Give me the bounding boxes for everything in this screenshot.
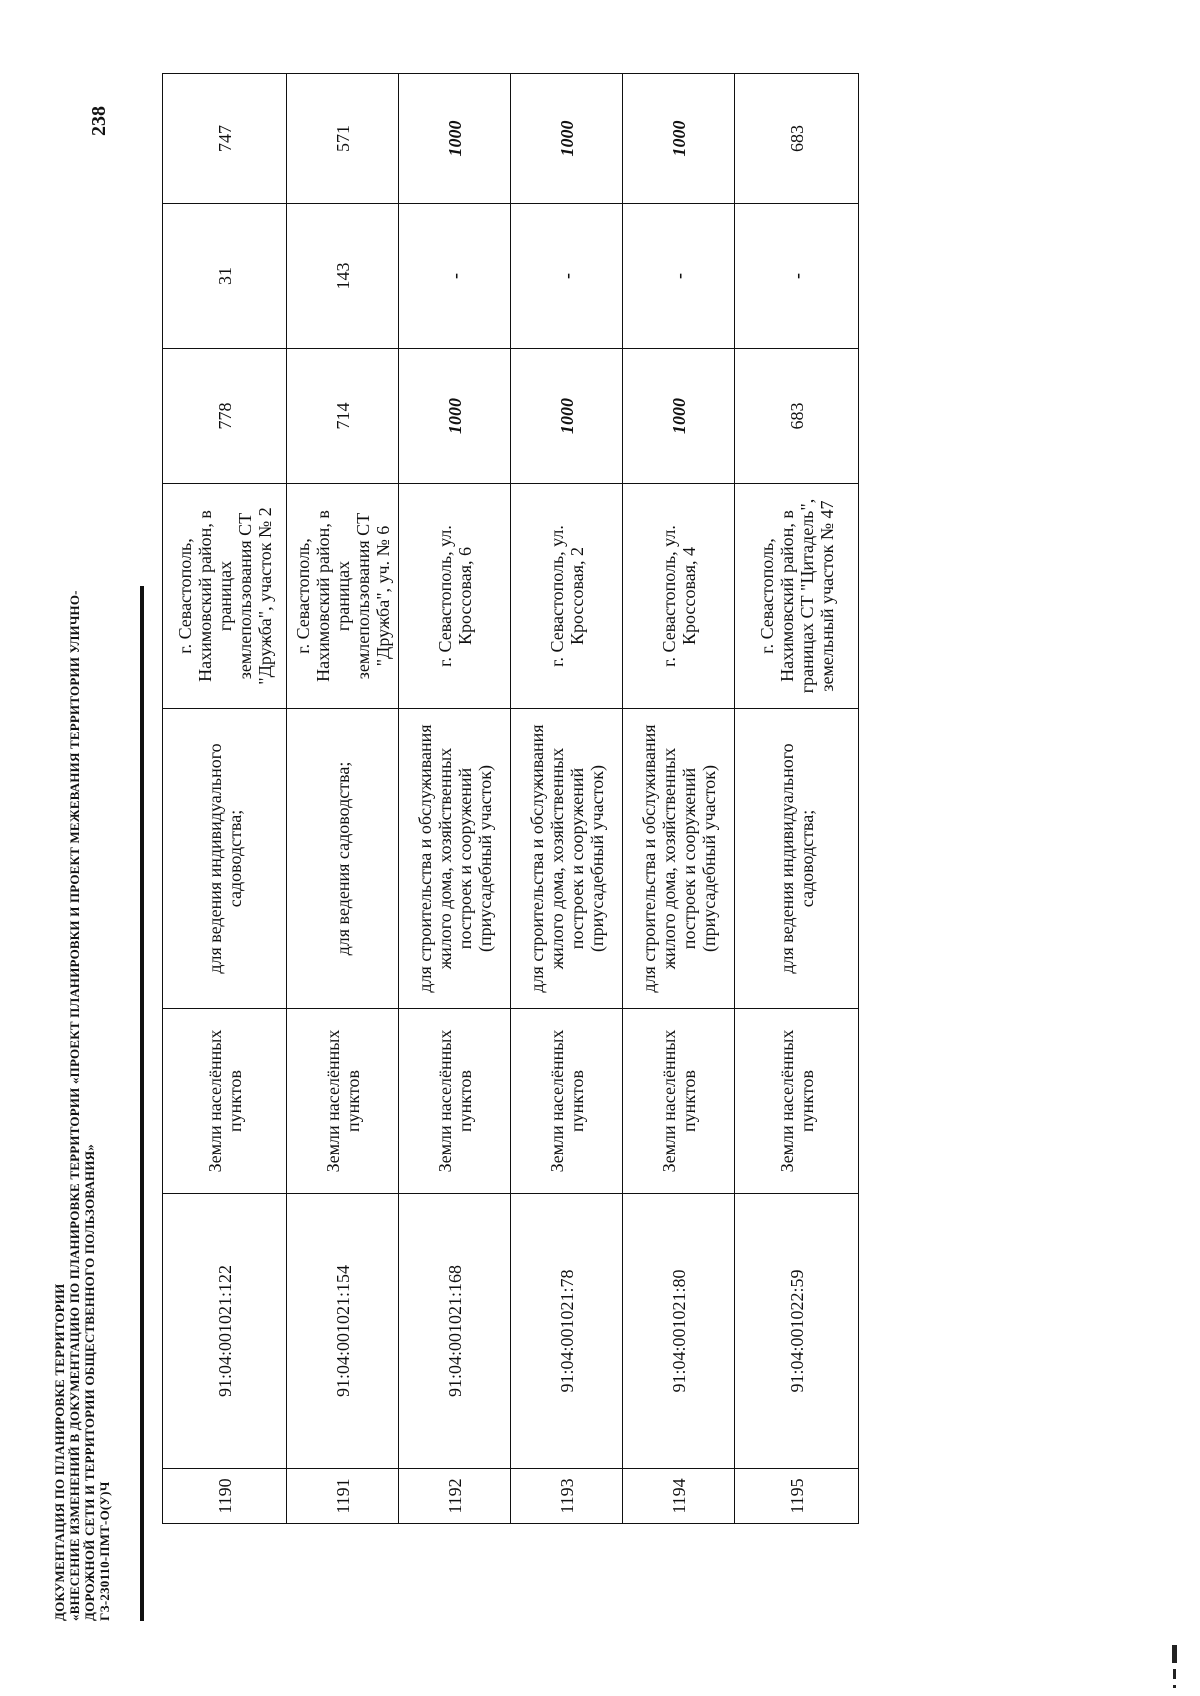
table-row: [163, 74, 287, 1524]
area-difference: -: [623, 204, 735, 349]
land-category: Земли населённых пунктов: [735, 1009, 859, 1194]
cadastral-number: 91:04:001021:78: [511, 1194, 623, 1469]
area: 683: [735, 349, 859, 484]
cadastral-number: 91:04:001021:168: [399, 1194, 511, 1469]
header-line: ДОРОЖНОЙ СЕТИ И ТЕРРИТОРИИ ОБЩЕСТВЕННОГО ПОЛЬЗОВАНИЯ»: [82, 1144, 97, 1621]
document-header: [52, 271, 112, 1621]
area-difference: 143: [287, 204, 399, 349]
header-line: ГЗ-230110-ПМТ-О(У)Ч: [97, 1481, 112, 1621]
table-row: [511, 74, 623, 1524]
row-number: 1191: [287, 1469, 399, 1524]
total-area: 747: [163, 74, 287, 204]
total-area: 1000: [399, 74, 511, 204]
total-area: 571: [287, 74, 399, 204]
area: 714: [287, 349, 399, 484]
area-difference: -: [735, 204, 859, 349]
total-area: 683: [735, 74, 859, 204]
address: г. Севастополь, ул. Кроссовая, 6: [399, 484, 511, 709]
total-area: 1000: [511, 74, 623, 204]
table-row: [623, 74, 735, 1524]
area: 1000: [399, 349, 511, 484]
permitted-use: для строительства и обслуживания жилого дома, хозяйственных построек и сооружений (приусадебный участок): [399, 709, 511, 1009]
page-number: 238: [88, 106, 110, 136]
header-line: ДОКУМЕНТАЦИЯ ПО ПЛАНИРОВКЕ ТЕРРИТОРИИ: [52, 1283, 67, 1621]
cadastral-number: 91:04:001022:59: [735, 1194, 859, 1469]
address: г. Севастополь, ул. Кроссовая, 4: [623, 484, 735, 709]
total-area: 1000: [623, 74, 735, 204]
area: 1000: [623, 349, 735, 484]
land-category: Земли населённых пунктов: [163, 1009, 287, 1194]
table-row: [287, 74, 399, 1524]
header-rule: [140, 586, 144, 1621]
row-number: 1195: [735, 1469, 859, 1524]
table-row: [399, 74, 511, 1524]
row-number: 1193: [511, 1469, 623, 1524]
area-difference: 31: [163, 204, 287, 349]
row-number: 1194: [623, 1469, 735, 1524]
permitted-use: для ведения садоводства;: [287, 709, 399, 1009]
address: г. Севастополь, Нахимовский район, в границах землепользования СТ "Дружба", участок № 2: [163, 484, 287, 709]
scan-artifacts: [1165, 1639, 1183, 1688]
table-row: [735, 74, 859, 1524]
permitted-use: для ведения индивидуального садоводства;: [735, 709, 859, 1009]
address: г. Севастополь, ул. Кроссовая, 2: [511, 484, 623, 709]
address: г. Севастополь, Нахимовский район, в границах СТ "Цитадель", земельный участок № 47: [735, 484, 859, 709]
address: г. Севастополь, Нахимовский район, в границах землепользования СТ "Дружба", уч. № 6: [287, 484, 399, 709]
cadastral-number: 91:04:001021:154: [287, 1194, 399, 1469]
land-category: Земли населённых пунктов: [399, 1009, 511, 1194]
land-category: Земли населённых пунктов: [287, 1009, 399, 1194]
area: 1000: [511, 349, 623, 484]
row-number: 1192: [399, 1469, 511, 1524]
land-category: Земли населённых пунктов: [511, 1009, 623, 1194]
cadastral-number: 91:04:001021:80: [623, 1194, 735, 1469]
area: 778: [163, 349, 287, 484]
permitted-use: для строительства и обслуживания жилого дома, хозяйственных построек и сооружений (приусадебный участок): [623, 709, 735, 1009]
area-difference: -: [511, 204, 623, 349]
land-plots-table: [162, 73, 859, 1524]
header-line: «ВНЕСЕНИЕ ИЗМЕНЕНИЙ В ДОКУМЕНТАЦИЮ ПО ПЛАНИРОВКЕ ТЕРРИТОРИИ «ПРОЕКТ ПЛАНИРОВКИ И ПРОЕКТ МЕЖЕВАНИЯ ТЕРРИТОРИИ УЛИЧНО-: [67, 590, 82, 1621]
cadastral-number: 91:04:001021:122: [163, 1194, 287, 1469]
area-difference: -: [399, 204, 511, 349]
permitted-use: для строительства и обслуживания жилого дома, хозяйственных построек и сооружений (приусадебный участок): [511, 709, 623, 1009]
row-number: 1190: [163, 1469, 287, 1524]
land-category: Земли населённых пунктов: [623, 1009, 735, 1194]
permitted-use: для ведения индивидуального садоводства;: [163, 709, 287, 1009]
